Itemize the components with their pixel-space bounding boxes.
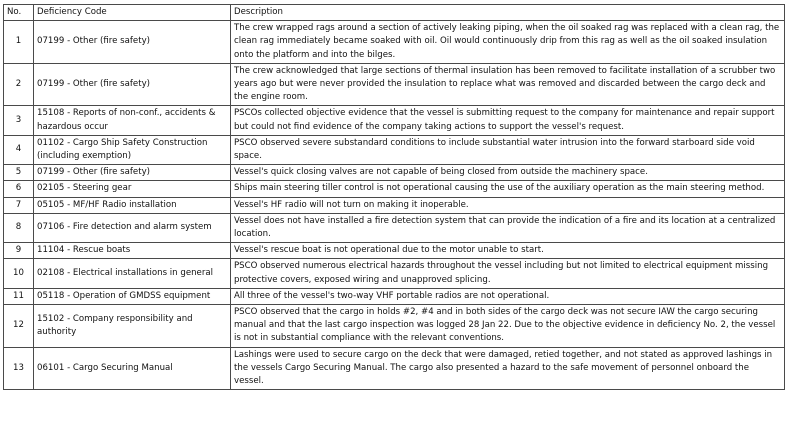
deficiency-code: 07199 - Other (fire safety) [34,21,231,64]
description: Vessel does not have installed a fire detection system that can provide the indication of a fire and its location at a centralized location. [231,213,785,242]
deficiency-code: 07199 - Other (fire safety) [34,63,231,106]
deficiency-code: 02108 - Electrical installations in general [34,259,231,288]
description: Vessel's HF radio will not turn on making it inoperable. [231,197,785,213]
row-number: 8 [4,213,34,242]
deficiency-code: 11104 - Rescue boats [34,243,231,259]
table-row [4,135,785,164]
deficiency-code: 15108 - Reports of non-conf., accidents & hazardous occur [34,106,231,135]
table-row [4,347,785,390]
table-row [4,197,785,213]
row-number: 1 [4,21,34,64]
deficiency-code: 06101 - Cargo Securing Manual [34,347,231,390]
row-number: 7 [4,197,34,213]
row-number: 5 [4,165,34,181]
table-row [4,243,785,259]
description: PSCO observed numerous electrical hazards throughout the vessel including but not limited to electrical equipment missing protective covers, exposed wiring and unapproved splicing. [231,259,785,288]
description: Ships main steering tiller control is not operational causing the use of the auxiliary operation as the main steering method. [231,181,785,197]
description: Lashings were used to secure cargo on the deck that were damaged, retied together, and not stated as approved lashings in the vessels Cargo Securing Manual. The cargo also presented a hazard to the safe movement of personnel onboard the vessel. [231,347,785,390]
table-row [4,213,785,242]
deficiency-code: 02105 - Steering gear [34,181,231,197]
row-number: 6 [4,181,34,197]
description: PSCO observed that the cargo in holds #2, #4 and in both sides of the cargo deck was not secure IAW the cargo securing manual and that the last cargo inspection was logged 28 Jan 22. Due to the objective evidence in deficiency No. 2, the vessel is not in substantial compliance with the relevant conventions. [231,305,785,348]
deficiency-code: 05105 - MF/HF Radio installation [34,197,231,213]
description: Vessel's rescue boat is not operational due to the motor unable to start. [231,243,785,259]
deficiency-code: 15102 - Company responsibility and authority [34,305,231,348]
description: PSCO observed severe substandard conditions to include substantial water intrusion into the forward starboard side void space. [231,135,785,164]
description: PSCOs collected objective evidence that the vessel is submitting request to the company for maintenance and repair support but could not find evidence of the company taking actions to support the vessel's request. [231,106,785,135]
deficiency-code: 05118 - Operation of GMDSS equipment [34,288,231,304]
table-row [4,259,785,288]
table-row [4,106,785,135]
table-row [4,181,785,197]
table-row [4,288,785,304]
row-number: 12 [4,305,34,348]
row-number: 4 [4,135,34,164]
table-row [4,63,785,106]
description: All three of the vessel's two-way VHF portable radios are not operational. [231,288,785,304]
row-number: 13 [4,347,34,390]
deficiency-code: 07106 - Fire detection and alarm system [34,213,231,242]
table-row [4,305,785,348]
description: Vessel's quick closing valves are not capable of being closed from outside the machinery space. [231,165,785,181]
table-row [4,165,785,181]
table-row [4,21,785,64]
deficiency-code: 01102 - Cargo Ship Safety Construction (including exemption) [34,135,231,164]
description: The crew acknowledged that large sections of thermal insulation has been removed to facilitate installation of a scrubber two years ago but were never provided the insulation to replace what was removed and discarded between the cargo deck and the engine room. [231,63,785,106]
header-deficiency-code: Deficiency Code [34,5,231,21]
description: The crew wrapped rags around a section of actively leaking piping, when the oil soaked rag was replaced with a clean rag, the clean rag immediately became soaked with oil. Oil would continuously drip from this rag as well as the oil soaked insulation onto the platform and into the bilges. [231,21,785,64]
table-header-row [4,5,785,21]
header-no: No. [4,5,34,21]
header-description: Description [231,5,785,21]
row-number: 10 [4,259,34,288]
row-number: 9 [4,243,34,259]
row-number: 11 [4,288,34,304]
row-number: 3 [4,106,34,135]
deficiency-table [3,4,785,390]
deficiency-code: 07199 - Other (fire safety) [34,165,231,181]
row-number: 2 [4,63,34,106]
